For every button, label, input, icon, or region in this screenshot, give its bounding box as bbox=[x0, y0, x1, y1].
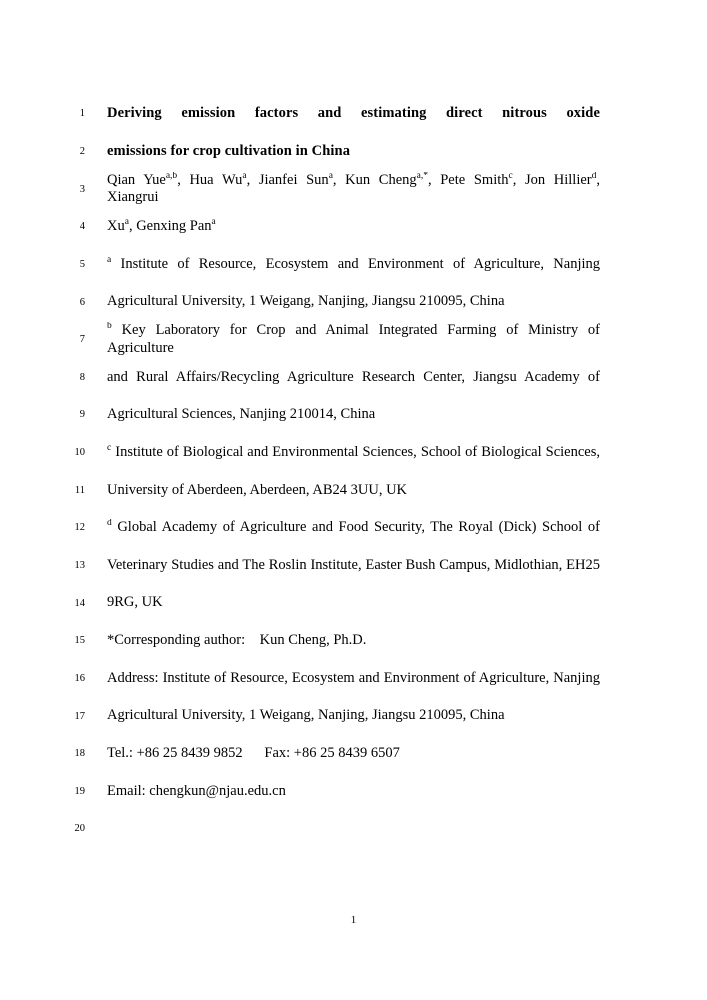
superscript: a bbox=[242, 171, 247, 181]
text-run: Xu bbox=[107, 218, 125, 235]
manuscript-line bbox=[0, 358, 707, 396]
manuscript-line bbox=[0, 133, 707, 171]
line-number: 10 bbox=[74, 447, 85, 459]
text-run: , Pete Smith bbox=[427, 171, 509, 188]
manuscript-line bbox=[0, 547, 707, 585]
line-text bbox=[107, 172, 600, 207]
manuscript-line bbox=[0, 95, 707, 133]
manuscript-line bbox=[0, 622, 707, 660]
manuscript-line bbox=[0, 471, 707, 509]
line-number: 2 bbox=[79, 145, 85, 157]
superscript: a bbox=[107, 255, 112, 265]
text-run: Global Academy of Agriculture and Food Security, The Royal (Dick) School of bbox=[111, 519, 600, 536]
line-text bbox=[107, 105, 600, 122]
manuscript-line bbox=[0, 773, 707, 811]
text-run: Key Laboratory for Crop and Animal Integrated Farming of Ministry of Agriculture bbox=[107, 322, 600, 356]
line-number: 1 bbox=[79, 108, 85, 120]
superscript: a bbox=[211, 218, 216, 228]
line-number: 16 bbox=[74, 672, 85, 684]
text-run: emissions for crop cultivation in China bbox=[107, 142, 351, 159]
text-run: Address: Institute of Resource, Ecosystem and Environment of Agriculture, Nanjing bbox=[107, 669, 600, 686]
superscript: c bbox=[508, 171, 513, 181]
manuscript-line bbox=[0, 660, 707, 698]
line-text bbox=[107, 707, 600, 724]
line-text bbox=[107, 256, 600, 273]
line-number: 12 bbox=[74, 522, 85, 534]
line-number: 17 bbox=[74, 710, 85, 722]
line-number: 18 bbox=[74, 748, 85, 760]
superscript: a,b bbox=[165, 171, 178, 181]
line-text bbox=[107, 557, 600, 574]
text-run: , Jon Hillier bbox=[512, 171, 592, 188]
line-text bbox=[107, 293, 600, 310]
text-run: , Kun Cheng bbox=[332, 171, 417, 188]
superscript: b bbox=[107, 322, 112, 332]
line-number: 8 bbox=[79, 371, 85, 383]
superscript: d bbox=[591, 171, 597, 181]
line-number: 15 bbox=[74, 635, 85, 647]
line-number: 14 bbox=[74, 597, 85, 609]
line-number: 6 bbox=[79, 296, 85, 308]
line-number: 5 bbox=[79, 258, 85, 270]
text-run: 9RG, UK bbox=[107, 594, 163, 611]
manuscript-line bbox=[0, 735, 707, 773]
manuscript-line bbox=[0, 810, 707, 848]
text-run: and Rural Affairs/Recycling Agriculture Research Center, Jiangsu Academy of bbox=[107, 368, 600, 385]
line-text bbox=[107, 594, 600, 611]
superscript: c bbox=[107, 443, 112, 454]
line-text bbox=[107, 519, 600, 536]
line-text bbox=[107, 143, 600, 160]
text-run: Institute of Resource, Ecosystem and Environment of Agriculture, Nanjing bbox=[111, 255, 600, 272]
page-number-footer: 1 bbox=[350, 914, 357, 926]
text-run: Veterinary Studies and The Roslin Institute, Easter Bush Campus, Midlothian, EH25 bbox=[107, 556, 600, 573]
line-text bbox=[107, 406, 600, 423]
line-text bbox=[107, 482, 600, 499]
superscript: d bbox=[107, 519, 112, 529]
manuscript-line bbox=[0, 509, 707, 547]
line-number: 3 bbox=[79, 183, 85, 195]
text-run: Agricultural University, 1 Weigang, Nanjing, Jiangsu 210095, China bbox=[107, 707, 505, 724]
superscript: a bbox=[124, 218, 129, 228]
text-run: Qian Yue bbox=[107, 171, 166, 188]
manuscript-line bbox=[0, 170, 707, 208]
line-text bbox=[107, 783, 600, 800]
line-text bbox=[107, 322, 600, 357]
line-text bbox=[107, 745, 600, 762]
manuscript-line bbox=[0, 584, 707, 622]
text-run: Institute of Biological and Environmental Sciences, School of Biological Sciences, bbox=[111, 443, 600, 460]
line-number: 19 bbox=[74, 785, 85, 797]
line-text bbox=[107, 632, 600, 649]
manuscript-line bbox=[0, 321, 707, 359]
line-number: 20 bbox=[74, 823, 85, 835]
line-text bbox=[107, 670, 600, 687]
line-number: 13 bbox=[74, 560, 85, 571]
text-run: University of Aberdeen, Aberdeen, AB24 3UU, UK bbox=[107, 481, 408, 498]
manuscript-line bbox=[0, 246, 707, 284]
manuscript-line bbox=[0, 283, 707, 321]
text-run: Agricultural University, 1 Weigang, Nanjing, Jiangsu 210095, China bbox=[107, 293, 505, 310]
text-run: , Jianfei Sun bbox=[246, 171, 329, 188]
line-number: 11 bbox=[74, 484, 85, 496]
manuscript-line bbox=[0, 208, 707, 246]
manuscript-line bbox=[0, 396, 707, 434]
line-text bbox=[107, 369, 600, 386]
text-run: , Genxing Pan bbox=[128, 218, 212, 235]
text-run: *Corresponding author: Kun Cheng, Ph.D. bbox=[107, 632, 367, 649]
text-run: Tel.: +86 25 8439 9852 Fax: +86 25 8439 6507 bbox=[107, 745, 400, 762]
line-text bbox=[107, 218, 600, 235]
line-number: 7 bbox=[79, 334, 85, 346]
line-number: 9 bbox=[79, 409, 85, 421]
line-text bbox=[107, 444, 600, 461]
superscript: a bbox=[328, 171, 333, 181]
superscript: a,* bbox=[416, 171, 428, 181]
text-run: Agricultural Sciences, Nanjing 210014, China bbox=[107, 406, 376, 423]
text-run: , Hua Wu bbox=[177, 171, 243, 188]
text-run: , Xiangrui bbox=[107, 171, 600, 206]
manuscript-lines bbox=[0, 95, 707, 848]
text-run: Email: chengkun@njau.edu.cn bbox=[107, 782, 286, 799]
text-run: Deriving emission factors and estimating direct nitrous oxide bbox=[107, 105, 600, 122]
manuscript-line bbox=[0, 434, 707, 472]
line-number: 4 bbox=[79, 221, 85, 233]
manuscript-line bbox=[0, 697, 707, 735]
